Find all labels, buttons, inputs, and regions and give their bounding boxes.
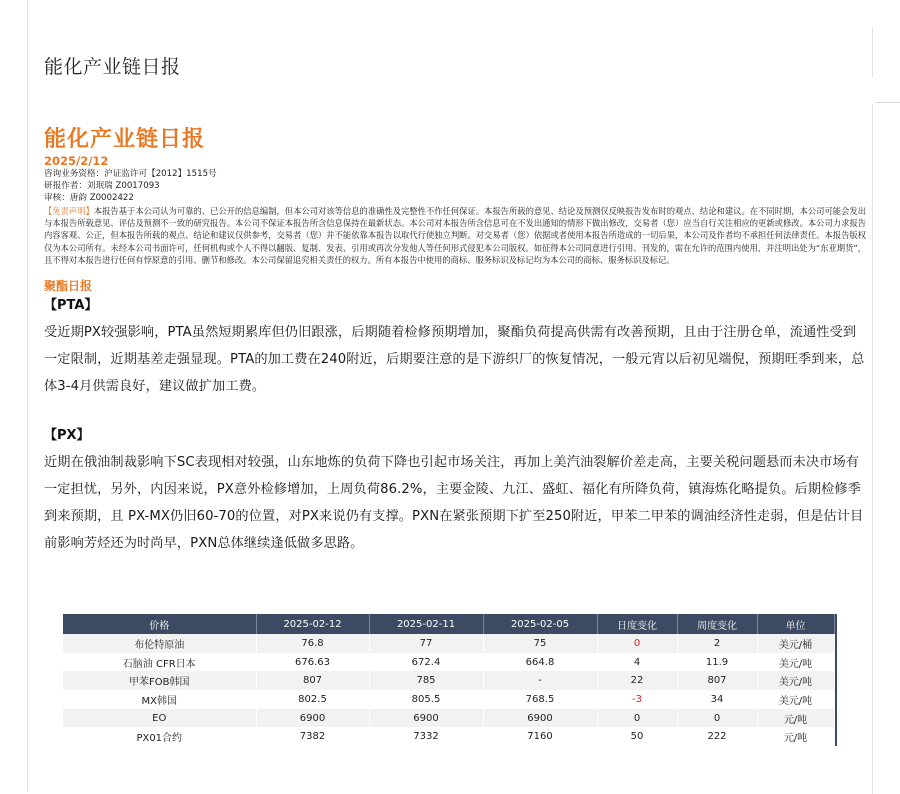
table-cell: 75 [483, 634, 597, 653]
table-cell: 甲苯FOB韩国 [63, 671, 256, 690]
table-cell: - [483, 671, 597, 690]
table-cell: MX韩国 [63, 690, 256, 709]
table-cell: 807 [256, 671, 369, 690]
table-cell: 6900 [483, 709, 597, 728]
table-cell: 7160 [483, 727, 597, 746]
table-edge [834, 653, 837, 672]
table-header-cell: 价格 [63, 614, 256, 634]
section-heading-polyester: 聚酯日报 [44, 279, 93, 294]
table-cell: 50 [597, 727, 677, 746]
disclaimer [44, 205, 866, 266]
table-cell: 4 [597, 653, 677, 672]
table-cell: 元/吨 [757, 709, 834, 728]
report-body [44, 126, 866, 557]
table-header-cell: 2025-02-11 [369, 614, 483, 634]
table-cell: 美元/吨 [757, 671, 834, 690]
page-left-border [27, 0, 28, 792]
table-cell: 0 [677, 709, 757, 728]
table-cell: 6900 [369, 709, 483, 728]
table-row [63, 727, 837, 746]
table-header-cell: 日度变化 [597, 614, 677, 634]
table-cell: 布伦特原油 [63, 634, 256, 653]
table-cell: 2 [677, 634, 757, 653]
right-divider [872, 28, 873, 78]
table-header-cell: 2025-02-12 [256, 614, 369, 634]
qualification-line: 咨询业务资格：沪证监许可【2012】1515号 [44, 169, 217, 179]
table-cell: PX01合约 [63, 727, 256, 746]
table-body [63, 634, 837, 746]
table-header-row [63, 614, 837, 634]
right-divider-horizontal [876, 102, 900, 103]
table-cell: 美元/吨 [757, 690, 834, 709]
table-cell: 石脑油 CFR日本 [63, 653, 256, 672]
table-cell: -3 [597, 690, 677, 709]
table-cell: 6900 [256, 709, 369, 728]
table-edge [834, 614, 837, 634]
table-edge [834, 690, 837, 709]
subheading-pta: 【PTA】 [44, 298, 98, 314]
table-cell: 美元/桶 [757, 634, 834, 653]
price-table [63, 614, 837, 746]
table-cell: 77 [369, 634, 483, 653]
table-cell: 222 [677, 727, 757, 746]
table-cell: 11.9 [677, 653, 757, 672]
reviewer-line: 审核：唐韵 Z0002422 [44, 193, 134, 203]
table-cell: 7382 [256, 727, 369, 746]
disclaimer-text: 本报告基于本公司认为可靠的、已公开的信息编制，但本公司对该等信息的准确性及完整性不作任何保证。本报告所载的意见、结论及预测仅反映报告发布时的观点、结论和建议。在不同时期，本公司可能会发出与本报告所载意见、评估及预测不一致的研究报告。本公司不保证本报告所含信息保持在最新状态。本公司对本报告所含信息可在不发出通知的情形下做出修改，交易者（您）应当自行关注相应的更新或修改。本公司力求报告内容客观、公正，但本报告所载的观点、结论和建议仅供参考，交易者（您）并不能依靠本报告以取代行使独立判断。对交易者（您）依据或者使用本报告所造成的一切后果，本公司及作者均不承担任何法律责任。本报告版权仅为本公司所有。未经本公司书面许可，任何机构或个人不得以翻版、复制、发表、引用或再次分发他人等任何形式侵犯本公司版权。如征得本公司同意进行引用、刊发的，需在允许的范围内使用，并注明出处为“东亚期货”，且不得对本报告进行任何有悖原意的引用、删节和修改。本公司保留追究相关责任的权力。所有本报告中使用的商标、服务标识及标记均为本公司的商标、服务标识及标记。 [44, 206, 866, 265]
table-cell: 805.5 [369, 690, 483, 709]
table-cell: 美元/吨 [757, 653, 834, 672]
table-cell: 676.63 [256, 653, 369, 672]
disclaimer-tag: 【免责声明】 [44, 206, 94, 216]
table-cell: 0 [597, 634, 677, 653]
paragraph-pta: 受近期PX较强影响，PTA虽然短期累库但仍旧跟涨，后期随着检修预期增加，聚酯负荷提高供需有改善预期，且由于注册仓单，流通性受到一定限制，近期基差走强显现。PTA的加工费在240附近，后期要注意的是下游织厂的恢复情况，一般元宵以后初见端倪，预期旺季到来，总体3-4月供需良好，建议做扩加工费。 [44, 325, 865, 395]
table-cell: 785 [369, 671, 483, 690]
table-cell: 元/吨 [757, 727, 834, 746]
table-cell: 768.5 [483, 690, 597, 709]
table-cell: 76.8 [256, 634, 369, 653]
table-cell: 7332 [369, 727, 483, 746]
table-edge [834, 634, 837, 653]
table-cell: 0 [597, 709, 677, 728]
table-row [63, 671, 837, 690]
table-header-cell: 单位 [757, 614, 834, 634]
table-header-cell: 周度变化 [677, 614, 757, 634]
paragraph-px: 近期在俄油制裁影响下SC表现相对较强，山东地炼的负荷下降也引起市场关注，再加上美汽油裂解价差走高，主要关税问题悬而未决市场有一定担忧，另外，内因来说，PX意外检修增加，上周负荷86.2%，主要金陵、九江、盛虹、福化有所降负荷，镇海炼化略提负。后期检修季到来预期，且 PX-MX仍旧60-70的位置，对PX来说仍有支撑。PXN在紧张预期下扩至250附近，甲苯二甲苯的调油经济性走弱，但是估计目前影响芳烃还为时尚早，PXN总体继续逢低做多思路。 [44, 455, 864, 552]
report-date: 2025/2/12 [44, 154, 109, 168]
table-cell: 807 [677, 671, 757, 690]
document-header-title: 能化产业链日报 [44, 56, 181, 78]
table-cell: 802.5 [256, 690, 369, 709]
report-title: 能化产业链日报 [44, 127, 206, 152]
table-row [63, 709, 837, 728]
table-edge [834, 727, 837, 746]
table-edge [834, 671, 837, 690]
right-divider-lower [872, 104, 873, 794]
table-row [63, 690, 837, 709]
table-cell: 664.8 [483, 653, 597, 672]
table-header-cell: 2025-02-05 [483, 614, 597, 634]
table-row [63, 634, 837, 653]
author-line: 研报作者：刘珉瑞 Z0017093 [44, 181, 160, 191]
table-cell: EO [63, 709, 256, 728]
table-edge [834, 709, 837, 728]
table-row [63, 653, 837, 672]
table-cell: 22 [597, 671, 677, 690]
subheading-px: 【PX】 [44, 428, 90, 444]
table-cell: 672.4 [369, 653, 483, 672]
table-cell: 34 [677, 690, 757, 709]
